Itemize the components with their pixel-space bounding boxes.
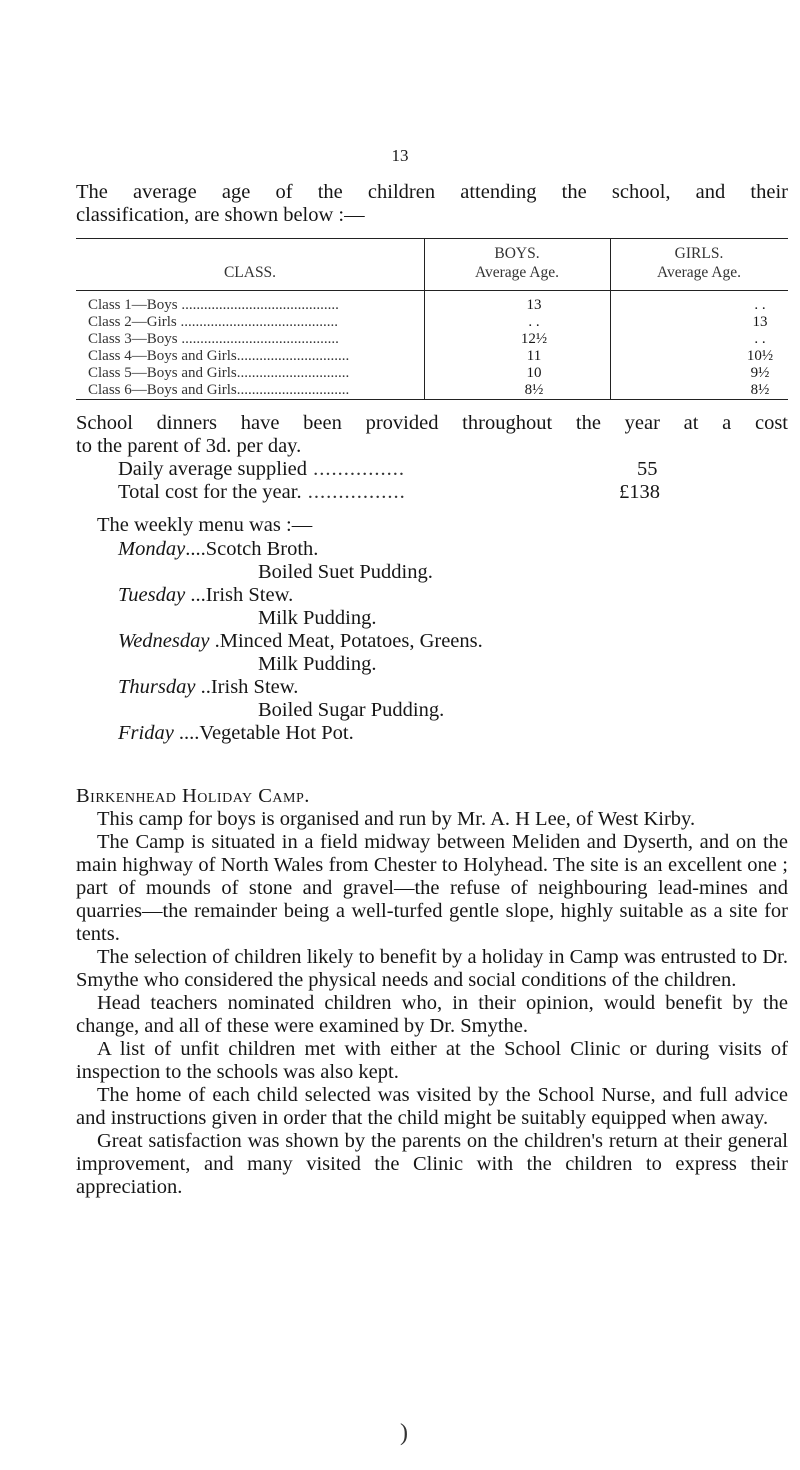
menu-dish-2: Milk Pudding. (258, 607, 377, 629)
total-cost-label: Total cost for the year. (118, 481, 302, 503)
dinners-paragraph (76, 412, 788, 458)
header-girls-title: GIRLS. (674, 245, 724, 262)
menu-leader: ... (185, 584, 206, 606)
camp-paragraph: The home of each child selected was visited by the School Nurse, and full advice and instructions given in order that the child might be suitably equipped when away. (76, 1084, 788, 1129)
menu-day: Tuesday (118, 584, 186, 606)
menu-dish: Irish Stew. (205, 584, 294, 606)
header-boys-sub: Average Age. (474, 264, 560, 281)
cell-girls-age: . . (754, 297, 766, 313)
camp-paragraph: Great satisfaction was shown by the parents on the children's return at their general improvement, and many visited the Clinic with the children to express their appreciation. (76, 1130, 788, 1198)
header-class: CLASS. (223, 264, 277, 281)
cell-girls-age: 10½ (746, 348, 774, 364)
menu-day: Wednesday (118, 630, 210, 652)
camp-paragraph: The selection of children likely to benefit by a holiday in Camp was entrusted to Dr. Smythe who considered the physical needs and social conditions of the children. (76, 946, 788, 991)
intro-line-2: classification, are shown below :— (76, 204, 365, 226)
cell-boys-age: 8½ (524, 382, 544, 398)
page-number: 13 (391, 146, 409, 165)
footer-mark: ) (400, 1420, 408, 1446)
menu-leader: . (209, 630, 220, 652)
header-boys-title: BOYS. (494, 245, 540, 262)
total-cost-value: £138 (619, 481, 660, 503)
section-heading-camp: Birkenhead Holiday Camp. (76, 785, 310, 807)
cell-class: Class 3—Boys .......................................... (88, 331, 339, 347)
table-row (76, 382, 788, 401)
daily-average-label: Daily average supplied (118, 458, 307, 480)
camp-section (76, 808, 788, 1199)
cell-boys-age: 12½ (520, 331, 548, 347)
cell-girls-age: 8½ (750, 382, 770, 398)
cell-class: Class 2—Girls .......................................... (88, 314, 339, 330)
intro-paragraph (76, 181, 788, 227)
intro-line-1: The average age of the children attending the school, and their (76, 181, 788, 203)
menu-dish: Scotch Broth. (205, 538, 319, 560)
menu-day: Monday (118, 538, 186, 560)
header-girls (610, 244, 788, 282)
cell-class: Class 4—Boys and Girls.............................. (88, 348, 350, 364)
menu-item-wednesday (118, 630, 483, 653)
menu-dish-2: Milk Pudding. (258, 653, 377, 675)
menu-leader: .. (195, 676, 211, 698)
header-boys (424, 244, 610, 282)
menu-day: Friday (118, 722, 174, 744)
menu-dish-2: Boiled Sugar Pudding. (258, 699, 445, 721)
daily-average-value: 55 (637, 458, 658, 480)
menu-day: Thursday (118, 676, 196, 698)
menu-dish-2: Boiled Suet Pudding. (258, 561, 433, 583)
cell-girls-age: . . (754, 331, 766, 347)
menu-leader: .... (173, 722, 200, 744)
cell-boys-age: 11 (526, 348, 542, 364)
camp-paragraph: Head teachers nominated children who, in their opinion, would benefit by the change, and all of these were examined by Dr. Smythe. (76, 992, 788, 1037)
cell-class: Class 1—Boys .......................................... (88, 297, 339, 313)
table-top-rule (76, 238, 788, 239)
total-cost-leader: ................ (301, 481, 406, 503)
menu-dish: Irish Stew. (210, 676, 299, 698)
menu-dish: Minced Meat, Potatoes, Greens. (219, 630, 483, 652)
table-header-rule (76, 290, 788, 291)
daily-average-line (118, 458, 405, 481)
menu-item-monday (118, 538, 318, 561)
total-cost-line (118, 481, 406, 504)
dinners-line-1: School dinners have been provided throughout the year at a cost (76, 412, 788, 434)
menu-intro: The weekly menu was :— (97, 514, 313, 536)
cell-class: Class 6—Boys and Girls.............................. (88, 382, 350, 398)
dinners-line-2: to the parent of 3d. per day. (76, 435, 302, 457)
menu-item-thursday (118, 676, 298, 699)
cell-boys-age: 13 (526, 297, 542, 313)
daily-average-leader: ............... (306, 458, 405, 480)
cell-class: Class 5—Boys and Girls.............................. (88, 365, 350, 381)
camp-paragraph: This camp for boys is organised and run by Mr. A. H Lee, of West Kirby. (97, 808, 696, 830)
header-girls-sub: Average Age. (656, 264, 742, 281)
camp-paragraph: A list of unfit children met with either at the School Clinic or during visits of inspection to the schools was also kept. (76, 1038, 788, 1083)
menu-dish: Vegetable Hot Pot. (199, 722, 354, 744)
cell-boys-age: 10 (526, 365, 542, 381)
cell-boys-age: . . (528, 314, 540, 330)
camp-paragraph: The Camp is situated in a field midway between Meliden and Dyserth, and on the main highway of North Wales from Chester to Holyhead. The site is an excellent one ; part of mounds of stone and gravel—the refuse of neighbouring lead-mines and quarries—the remainder being a well-turfed gentle slope, highly suitable as a site for tents. (76, 831, 788, 945)
cell-girls-age: 9½ (750, 365, 770, 381)
menu-item-tuesday (118, 584, 293, 607)
menu-item-friday (118, 722, 354, 745)
cell-girls-age: 13 (752, 314, 768, 330)
menu-leader: .... (185, 538, 206, 560)
